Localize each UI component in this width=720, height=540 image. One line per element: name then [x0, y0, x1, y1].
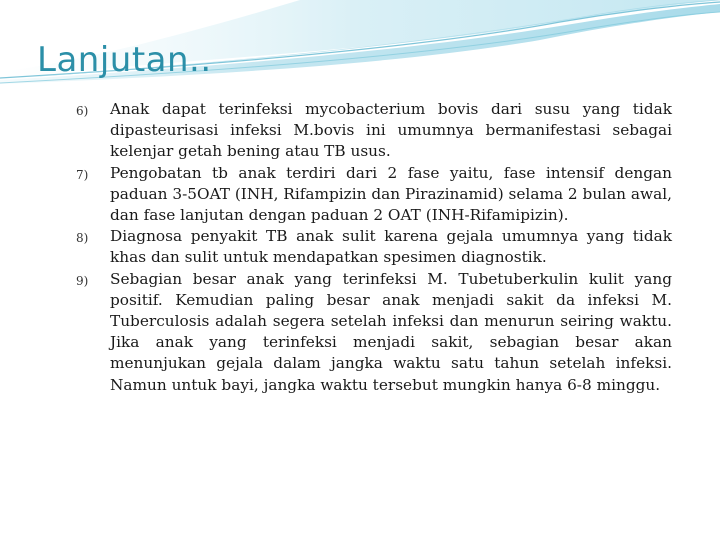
list-item	[0, 99, 672, 163]
list-item	[0, 226, 672, 268]
list-item	[0, 163, 672, 227]
list-item-number: 6)	[76, 104, 89, 118]
list-item-text: Pengobatan tb anak terdiri dari 2 fase yaitu, fase intensif dengan paduan 3-5OAT (INH, Rifampizin dan Pirazinamid) selama 2 bulan awal, dan fase lanjutan dengan paduan 2 OAT (INH-Rifamipizin).	[110, 163, 672, 225]
numbered-list	[0, 99, 720, 396]
list-item-number: 9)	[76, 273, 89, 288]
list-item-text: Diagnosa penyakit TB anak sulit karena gejala umumnya yang tidak khas dan sulit untuk mendapatkan spesimen diagnostik.	[110, 227, 672, 267]
list-item-number: 7)	[76, 167, 89, 182]
list-item-text: Anak dapat terinfeksi mycobacterium bovis dari susu yang tidak dipasteurisasi infeksi M.bovis ini umumnya bermanifestasi sebagai kelenjar getah bening atau TB usus.	[110, 100, 672, 161]
list-item-number: 8)	[76, 231, 89, 246]
list-item	[0, 269, 672, 396]
slide-title: Lanjutan..	[37, 40, 212, 80]
list-item-text: Sebagian besar anak yang terinfeksi M. Tubetuberkulin kulit yang positif. Kemudian paling besar anak menjadi sakit da infeksi M. Tuberculosis adalah segera setelah infeksi dan menurun seiring waktu. Jika anak yang terinfeksi menjadi sakit, sebagian besar akan menunjukan gejala dalam jangka waktu satu tahun setelah infeksi. Namun untuk bayi, jangka waktu tersebut mungkin hanya 6-8 minggu.	[110, 269, 672, 394]
